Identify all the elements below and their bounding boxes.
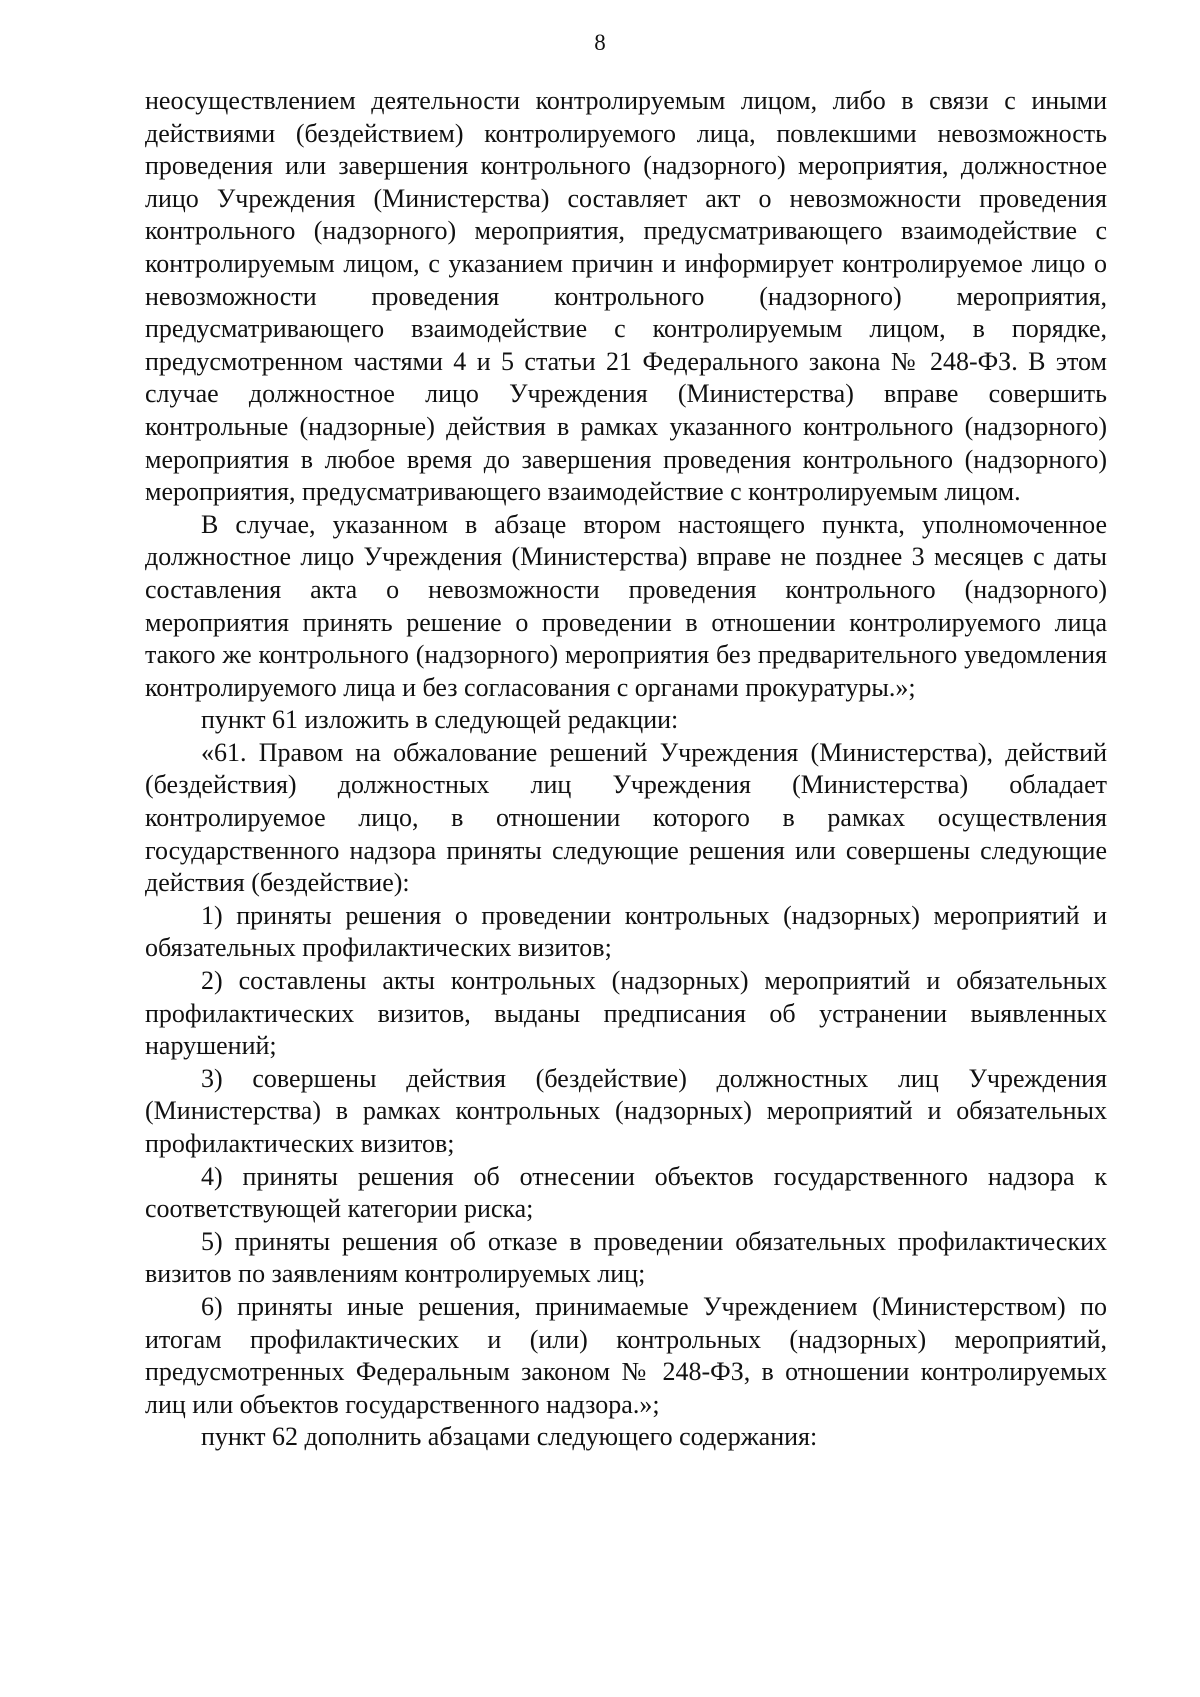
- document-body: [145, 85, 1107, 1454]
- list-item-4: 4) приняты решения об отнесении объектов государственного надзора к соответствующей категории риска;: [145, 1161, 1107, 1224]
- paragraph-case-clause: В случае, указанном в абзаце втором настоящего пункта, уполномоченное должностное лицо Учреждения (Министерства) вправе не позднее 3 месяцев с даты составления акта о невозможности проведения контрольного (надзорного) мероприятия принять решение о проведении в отношении контролируемого лица такого же контрольного (надзорного) мероприятия без предварительного уведомления контролируемого лица и без согласования с органами прокуратуры.»;: [145, 509, 1107, 702]
- paragraph-point-61-instruction: пункт 61 изложить в следующей редакции:: [201, 705, 679, 735]
- list-item-3: 3) совершены действия (бездействие) должностных лиц Учреждения (Министерства) в рамках контрольных (надзорных) мероприятий и обязательных профилактических визитов;: [145, 1063, 1107, 1158]
- list-item-2: 2) составлены акты контрольных (надзорных) мероприятий и обязательных профилактических визитов, выданы предписания об устранении выявленных нарушений;: [145, 966, 1107, 1061]
- list-item-1: 1) приняты решения о проведении контрольных (надзорных) мероприятий и обязательных профилактических визитов;: [145, 900, 1107, 963]
- list-item-6: 6) приняты иные решения, принимаемые Учреждением (Министерством) по итогам профилактических и (или) контрольных (надзорных) мероприятий, предусмотренных Федеральным законом № 248-ФЗ, в отношении контролируемых лиц или объектов государственного надзора.»;: [145, 1291, 1107, 1419]
- list-item-5: 5) приняты решения об отказе в проведении обязательных профилактических визитов по заявлениям контролируемых лиц;: [145, 1226, 1107, 1289]
- paragraph-point-62-instruction: пункт 62 дополнить абзацами следующего содержания:: [201, 1422, 818, 1452]
- paragraph-point-61-text: «61. Правом на обжалование решений Учреждения (Министерства), действий (бездействия) должностных лиц Учреждения (Министерства) обладает контролируемое лицо, в отношении которого в рамках осуществления государственного надзора приняты следующие решения или совершены следующие действия (бездействие):: [145, 737, 1107, 898]
- paragraph-continuation: неосуществлением деятельности контролируемым лицом, либо в связи с иными действиями (бездействием) контролируемого лица, повлекшими невозможность проведения или завершения контрольного (надзорного) мероприятия, должностное лицо Учреждения (Министерства) составляет акт о невозможности проведения контрольного (надзорного) мероприятия, предусматривающего взаимодействие с контролируемым лицом, с указанием причин и информирует контролируемое лицо о невозможности проведения контрольного (надзорного) мероприятия, предусматривающего взаимодействие с контролируемым лицом, в порядке, предусмотренном частями 4 и 5 статьи 21 Федерального закона № 248-ФЗ. В этом случае должностное лицо Учреждения (Министерства) вправе совершить контрольные (надзорные) действия в рамках указанного контрольного (надзорного) мероприятия в любое время до завершения проведения контрольного (надзорного) мероприятия, предусматривающего взаимодействие с контролируемым лицом.: [145, 86, 1107, 507]
- page-number: 8: [594, 30, 606, 55]
